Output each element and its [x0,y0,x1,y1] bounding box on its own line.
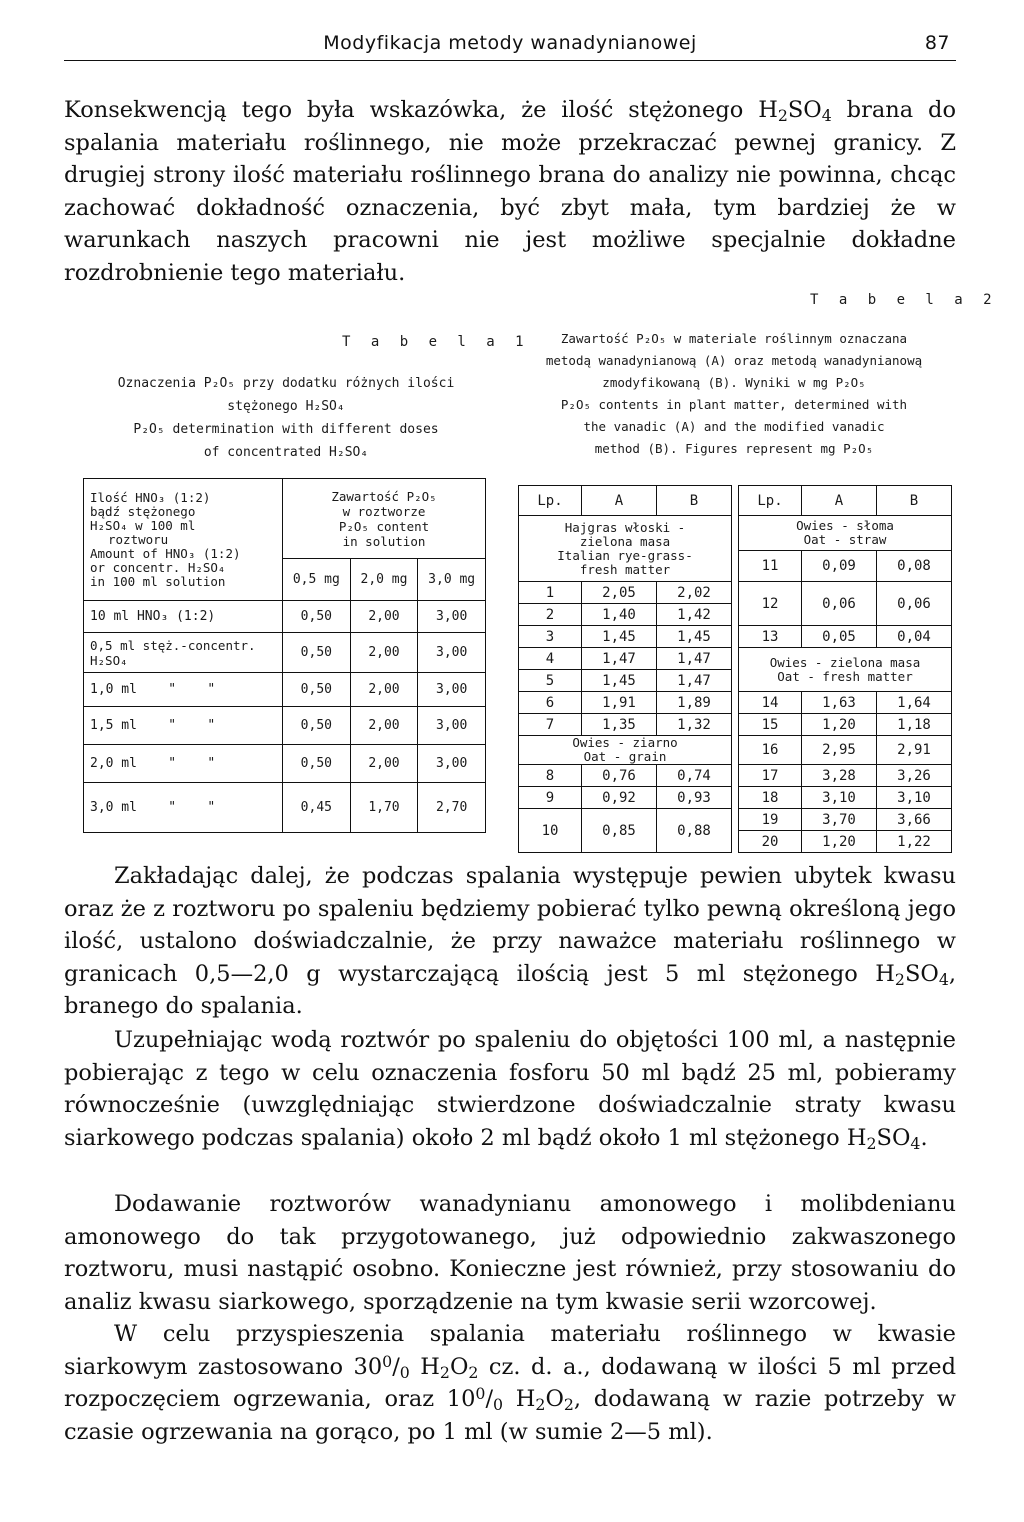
table-row: 20 1,20 1,22 [519,831,952,853]
running-header [64,30,956,61]
table-row: 3,0 ml " " 0,45 1,70 2,70 [84,783,486,833]
column-header: A [582,486,657,516]
table-row: 6 1,91 1,89 14 1,63 1,64 [519,692,952,714]
table2: Lp. A B Lp. A B Hajgras włoski - zielona masa Italian rye-grass- fresh matter Owies - słoma Oat - straw 11 0,09 0,08 1 2,05 2,02 12 0,06 0,06 2 1,40 1,42 3 1,45 1,45 13 0,05 0,04 4 1,47 1,47 Owies - zielona masa Oat - fresh matter 5 1,45 1,47 6 1,91 1,89 14 1,63 1,64 7 1,35 1,32 15 1,20 1,18 Owies - ziarno Oat - grain 16 2,95 2,91 8 0,76 0,74 17 3,28 3,26 9 0,92 0,93 18 3,10 3,10 10 0,85 0,88 19 3,70 3,66 20 1,20 1,22 [518,485,952,853]
table1-label: T a b e l a 1 [342,334,530,350]
paragraph-1: Konsekwencją tego była wskazówka, że ilość stężonego $H_2SO_4$ brana do spalania materiału roślinnego, nie może przekraczać pewnej granicy. Z drugiej strony ilość materiału roślinnego brana do analizy nie powinna, chcąc zachować dokładność oznaczenia, być zbyt mała, tym bardziej że w warunkach naszych pracowni nie jest możliwe specjalnie dokładne rozdrobnienie tego materiału. [64,97,956,286]
dose-header: 2,0 mg [350,559,418,601]
table-row: 9 0,92 0,93 18 3,10 3,10 [519,787,952,809]
column-header: Lp. [739,486,802,516]
paragraph-3: Uzupełniając wodą roztwór po spaleniu do objętości 100 ml, a następnie pobierając z tego w celu oznaczenia fosforu 50 ml bądź 25 ml, pobieramy równocześnie (uwzględniając stwierdzone doświadczalnie straty kwasu siarkowego podczas spalania) około 2 ml bądź około 1 ml stężonego $H_2SO_4$. [64,1027,956,1153]
table-row: 1,5 ml " " 0,50 2,00 3,00 [84,707,486,745]
page-number: 87 [924,32,950,54]
table-row: 0,5 ml stęż.-concentr. H₂SO₄ 0,50 2,00 3,00 [84,633,486,673]
group-label: Owies - ziarno Oat - grain [519,736,732,765]
table-row: 1 2,05 2,02 12 0,06 0,06 [519,582,952,604]
column-header: B [877,486,952,516]
table-row: 10 0,85 0,88 19 3,70 3,66 [519,809,952,831]
table-row: 11 0,09 0,08 [519,551,952,582]
column-header: A [802,486,877,516]
dose-header: 3,0 mg [418,559,486,601]
table-row: 5 1,45 1,47 [519,670,952,692]
group-label: Owies - słoma Oat - straw [739,516,952,551]
paragraph-4: Dodawanie roztworów wanadynianu amonowego i molibdenianu amonowego do tak przygotowanego, już odpowiednio zakwaszonego roztworu, musi nastąpić osobno. Konieczne jest również, przy stosowaniu do analiz kwasu siarkowego, sporządzenie na tym kwasie serii wzorcowej. [64,1191,956,1315]
column-header: B [657,486,732,516]
group-label: Hajgras włoski - zielona masa Italian rye-grass- fresh matter [519,516,732,582]
table2-label: T a b e l a 2 [810,292,998,308]
column-header: Lp. [519,486,582,516]
table-row: 2 1,40 1,42 [519,604,952,626]
table1-row-header: Ilość HNO₃ (1:2) bądź stężonego H₂SO₄ w 100 ml roztworu Amount of HNO₃ (1:2) or concentr. H₂SO₄ in 100 ml solution [84,479,283,601]
table1-column-header: Zawartość P₂O₅ w roztworze P₂O₅ content in solution [283,479,486,559]
paragraph-2: Zakładając dalej, że podczas spalania występuje pewien ubytek kwasu oraz że z roztworu po spaleniu będziemy pobierać tylko pewną określoną jego ilość, ustalono doświadczalnie, że przy naważce materiału roślinnego w granicach 0,5—2,0 g wystarczającą ilością jest 5 ml stężonego $H_2SO_4$, branego do spalania. [64,863,956,1019]
table-row: 8 0,76 0,74 17 3,28 3,26 [519,765,952,787]
table-row: 7 1,35 1,32 15 1,20 1,18 [519,714,952,736]
group-label: Owies - zielona masa Oat - fresh matter [739,648,952,692]
table-row: 4 1,47 1,47 Owies - zielona masa Oat - fresh matter [519,648,952,670]
table-row: 1,0 ml " " 0,50 2,00 3,00 [84,673,486,707]
paragraph-5: W celu przyspieszenia spalania materiału roślinnego w kwasie siarkowym zastosowano $30^0/_0$ $H_2O_2$ cz. d. a., dodawaną w ilości 5 ml przed rozpoczęciem ogrzewania, oraz $10^0/_0$ $H_2O_2$, dodawaną w razie potrzeby w czasie ogrzewania na gorąco, po 1 ml (w sumie 2—5 ml). [64,1321,956,1445]
running-title: Modyfikacja metody wanadynianowej [323,32,697,54]
table1 [83,478,486,833]
table2-caption: Zawartość P₂O₅ w materiale roślinnym oznaczana metodą wanadynianową (A) oraz metodą wanadynianową zmodyfikowaną (B). Wyniki w mg P₂O₅ P₂O₅ contents in plant matter, determined with the vanadic (A) and the modified vanadic method (B). Figures represent mg P₂O₅ [545,331,923,456]
table1-caption: Oznaczenia P₂O₅ przy dodatku różnych ilości stężonego H₂SO₄ P₂O₅ determination with different doses of concentrated H₂SO₄ [117,376,455,460]
table-row: 2,0 ml " " 0,50 2,00 3,00 [84,745,486,783]
dose-header: 0,5 mg [283,559,351,601]
table-row: 3 1,45 1,45 13 0,05 0,04 [519,626,952,648]
table-row: 10 ml HNO₃ (1:2) 0,50 2,00 3,00 [84,601,486,633]
